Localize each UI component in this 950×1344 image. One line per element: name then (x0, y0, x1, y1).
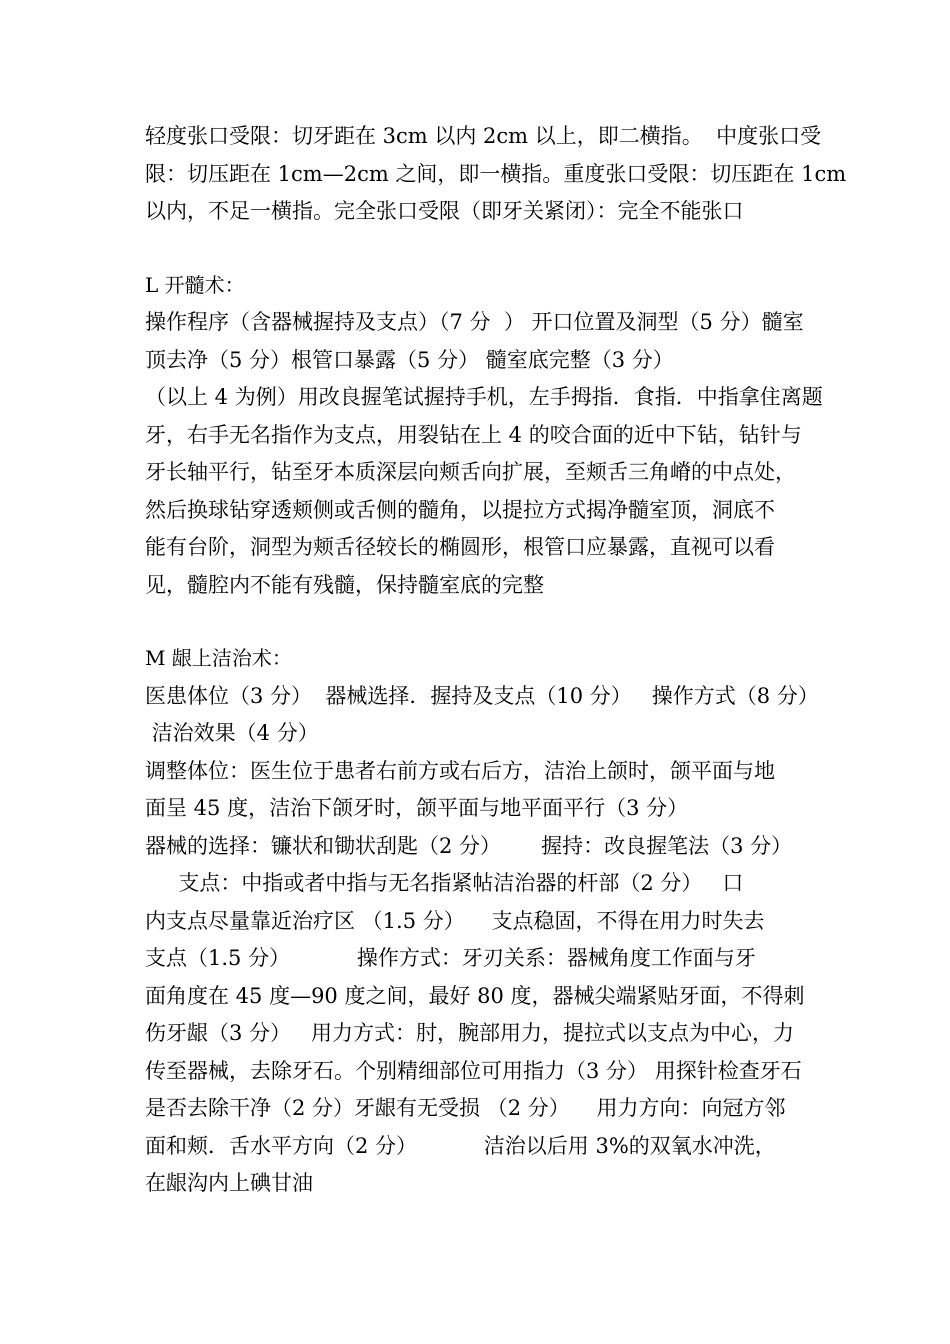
text-line: 医患体位（3 分） 器械选择．握持及支点（10 分） 操作方式（8 分） (145, 683, 819, 708)
paragraph-gap (145, 231, 825, 267)
text-line: 然后换球钻穿透颊侧或舌侧的髓角，以提拉方式揭净髓室顶，洞底不 (145, 497, 775, 522)
text-line: 面角度在 45 度—90 度之间，最好 80 度，器械尖端紧贴牙面，不得刺 (145, 983, 805, 1008)
text-line: 是否去除干净（2 分）牙龈有无受损 （2 分） 用力方向：向冠方邻 (145, 1096, 786, 1120)
text-line: 在龈沟内上碘甘油 (145, 1171, 313, 1195)
text-line: （以上 4 为例）用改良握笔试握持手机，左手拇指．食指．中指拿住离题 (145, 385, 823, 409)
text-line: 洁治效果（4 分） (145, 721, 319, 745)
pulp-opening-section (145, 267, 825, 605)
text-line: 面呈 45 度，洁治下颌牙时，颌平面与地平面平行（3 分） (145, 796, 689, 820)
text-line: 牙，右手无名指作为支点，用裂钻在上 4 的咬合面的近中下钻，钻针与 (145, 422, 802, 447)
paragraph-gap (145, 604, 825, 640)
supragingival-scaling-section (145, 640, 825, 1203)
mouth-opening-paragraph (145, 118, 847, 231)
text-line: 能有台阶，洞型为颊舌径较长的椭圆形，根管口应暴露，直视可以看 (145, 535, 775, 559)
text-line: 器械的选择：镰状和锄状刮匙（2 分） 握持：改良握笔法（3 分） (145, 833, 793, 858)
text-line: 伤牙龈（3 分） 用力方式：肘，腕部用力，提拉式以支点为中心，力 (145, 1021, 795, 1045)
text-line: 限：切压距在 1cm—2cm 之间，即一横指。重度张口受限：切压距在 1cm (145, 161, 847, 186)
text-line: 操作程序（含器械握持及支点）（7 分 ） 开口位置及洞型（5 分）髓室 (145, 310, 804, 334)
text-line: 传至器械，去除牙石。个别精细部位可用指力（3 分） 用探针检查牙石 (145, 1058, 802, 1083)
text-line: 见，髓腔内不能有残髓，保持髓室底的完整 (145, 572, 544, 597)
text-line: 内支点尽量靠近治疗区 （1.5 分） 支点稳固，不得在用力时失去 (145, 908, 765, 933)
text-line: 轻度张口受限：切牙距在 3cm 以内 2cm 以上，即二横指。 中度张口受 (145, 124, 822, 148)
text-line: 以内，不足一横指。完全张口受限（即牙关紧闭）：完全不能张口 (145, 199, 744, 223)
text-line: 支点：中指或者中指与无名指紧帖洁治器的杆部（2 分） 口 (145, 871, 744, 895)
section-heading-l: L 开髓术： (145, 272, 245, 297)
text-line: 顶去净（5 分）根管口暴露（5 分） 髓室底完整（3 分） (145, 347, 674, 372)
text-line: 牙长轴平行，钻至牙本质深层向颊舌向扩展，至颊舌三角嵴的中点处， (145, 460, 796, 484)
text-line: 支点（1.5 分） 操作方式：牙刃关系：器械角度工作面与牙 (145, 946, 756, 970)
text-line: 面和颊．舌水平方向（2 分） 洁治以后用 3%的双氧水冲洗， (145, 1133, 776, 1158)
section-heading-m: M 龈上洁治术： (145, 646, 292, 670)
document-page (145, 118, 847, 1203)
text-line: 调整体位：医生位于患者右前方或右后方，洁治上颌时，颌平面与地 (145, 758, 775, 783)
